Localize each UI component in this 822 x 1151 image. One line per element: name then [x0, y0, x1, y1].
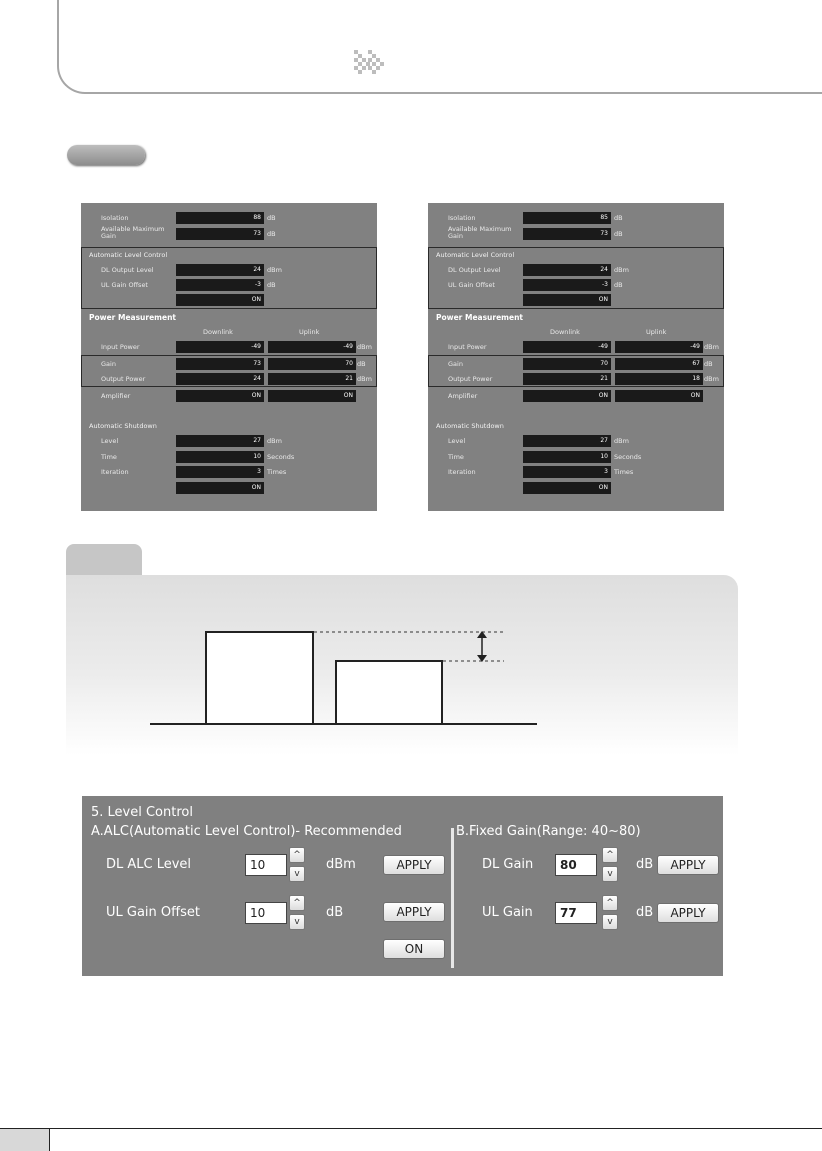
downlink-col: Downlink	[550, 328, 580, 336]
amp-ul: ON	[615, 390, 703, 402]
gain-ul: 67	[615, 358, 703, 370]
level-diagram	[140, 620, 550, 735]
input-ul: -49	[268, 341, 356, 353]
as-time-label: Time	[101, 453, 117, 461]
gain-dl: 73	[176, 358, 264, 370]
alc-section-title: A.ALC(Automatic Level Control)- Recommended	[91, 824, 402, 839]
as-level-value: 27	[176, 435, 264, 447]
input-dl: -49	[176, 341, 264, 353]
as-level-row	[428, 434, 724, 448]
ul-gain-input[interactable]: 77	[555, 902, 597, 924]
highlight-alc	[81, 247, 377, 309]
ul-offset-value: -3	[176, 279, 264, 291]
downlink-col: Downlink	[203, 328, 233, 336]
ul-offset-unit: dB	[614, 281, 623, 289]
as-iteration-value: 3	[523, 466, 611, 478]
isolation-label: Isolation	[101, 214, 129, 222]
ul-gain-up-button[interactable]: ^	[602, 895, 618, 911]
output-power-label: Output Power	[448, 375, 493, 383]
amg-row	[428, 227, 724, 241]
alc-header: Automatic Level Control	[436, 251, 515, 259]
as-level-unit: dBm	[614, 437, 629, 445]
output-dl: 24	[176, 373, 264, 385]
alc-state: ON	[523, 294, 611, 306]
dl-alc-label: DL ALC Level	[106, 857, 192, 872]
isolation-row	[428, 211, 724, 225]
dl-gain-down-button[interactable]: v	[602, 866, 618, 882]
amp-dl: ON	[523, 390, 611, 402]
dl-gain-up-button[interactable]: ^	[602, 847, 618, 863]
amg-unit: dB	[267, 230, 276, 238]
uplink-col: Uplink	[299, 328, 320, 336]
as-iteration-label: Iteration	[448, 468, 476, 476]
dl-gain-input[interactable]: 80	[555, 854, 597, 876]
dl-output-unit: dBm	[614, 266, 629, 274]
amg-label: Available Maximum Gain	[448, 225, 512, 240]
as-level-row	[81, 434, 377, 448]
input-power-row	[428, 340, 724, 354]
dl-output-label: DL Output Level	[448, 266, 501, 274]
as-level-unit: dBm	[267, 437, 282, 445]
level-control-panel	[82, 796, 723, 976]
alc-on-button[interactable]: ON	[383, 939, 445, 959]
as-state-row	[81, 481, 377, 495]
uplink-col: Uplink	[646, 328, 667, 336]
screen-after	[428, 203, 724, 511]
ul-offset-label: UL Gain Offset	[106, 905, 200, 920]
highlight-alc	[428, 247, 724, 309]
gain-ul: 70	[268, 358, 356, 370]
section-divider	[451, 828, 454, 968]
highlight-gain-output	[428, 355, 724, 387]
as-level-label: Level	[101, 437, 119, 445]
as-time-row	[81, 450, 377, 464]
as-time-value: 10	[523, 451, 611, 463]
input-power-row	[81, 340, 377, 354]
isolation-label: Isolation	[448, 214, 476, 222]
output-power-label: Output Power	[101, 375, 146, 383]
isolation-unit: dB	[267, 214, 276, 222]
double-chevron-icon	[354, 50, 390, 76]
dl-output-value: 24	[523, 264, 611, 276]
fixed-gain-section-title: B.Fixed Gain(Range: 40~80)	[456, 824, 641, 839]
dl-gain-apply-button[interactable]: APPLY	[657, 855, 719, 875]
amg-value: 73	[523, 228, 611, 240]
amg-value: 73	[176, 228, 264, 240]
input-dl: -49	[523, 341, 611, 353]
as-header: Automatic Shutdown	[436, 422, 504, 430]
isolation-unit: dB	[614, 214, 623, 222]
as-iteration-unit: Times	[267, 468, 287, 476]
screen-before	[81, 203, 377, 511]
header-frame	[57, 0, 822, 94]
ul-gain-unit: dB	[636, 905, 654, 920]
output-ul: 21	[268, 373, 356, 385]
ul-offset-label: UL Gain Offset	[101, 281, 148, 289]
as-time-label: Time	[448, 453, 464, 461]
pm-header: Power Measurement	[89, 313, 177, 322]
input-power-label: Input Power	[448, 343, 487, 351]
input-power-label: Input Power	[101, 343, 140, 351]
as-iteration-label: Iteration	[101, 468, 129, 476]
output-ul: 18	[615, 373, 703, 385]
ul-gain-label: UL Gain	[482, 905, 533, 920]
section-pill	[67, 145, 145, 165]
ul-gain-apply-button[interactable]: APPLY	[657, 903, 719, 923]
pm-header: Power Measurement	[436, 313, 524, 322]
gain-unit: dB	[704, 360, 713, 368]
dl-alc-input[interactable]: 10	[245, 854, 287, 876]
output-unit: dBm	[704, 375, 719, 383]
ul-level-block	[336, 661, 442, 724]
ul-offset-unit: dB	[326, 905, 344, 920]
gain-unit: dB	[357, 360, 366, 368]
ul-offset-input[interactable]: 10	[245, 902, 287, 924]
amplifier-label: Amplifier	[101, 392, 131, 400]
isolation-row	[81, 211, 377, 225]
ul-offset-down-button[interactable]: v	[289, 914, 305, 930]
amplifier-label: Amplifier	[448, 392, 478, 400]
as-iteration-value: 3	[176, 466, 264, 478]
as-iteration-row	[81, 465, 377, 479]
as-header: Automatic Shutdown	[89, 422, 157, 430]
alc-header: Automatic Level Control	[89, 251, 168, 259]
dl-alc-down-button[interactable]: v	[289, 866, 305, 882]
page-number-tab	[0, 1129, 50, 1151]
input-ul: -49	[615, 341, 703, 353]
ul-gain-down-button[interactable]: v	[602, 914, 618, 930]
amp-ul: ON	[268, 390, 356, 402]
highlight-gain-output	[81, 355, 377, 387]
ul-offset-up-button[interactable]: ^	[289, 895, 305, 911]
footer-rule	[0, 1128, 822, 1129]
isolation-value: 85	[523, 212, 611, 224]
amg-row	[81, 227, 377, 241]
as-state: ON	[523, 482, 611, 494]
dl-output-unit: dBm	[267, 266, 282, 274]
dl-level-block	[206, 632, 313, 724]
output-dl: 21	[523, 373, 611, 385]
input-unit: dBm	[357, 343, 372, 351]
section-tab	[66, 544, 142, 578]
ul-offset-label: UL Gain Offset	[448, 281, 495, 289]
as-state: ON	[176, 482, 264, 494]
isolation-value: 88	[176, 212, 264, 224]
alc-state: ON	[176, 294, 264, 306]
ul-offset-apply-button[interactable]: APPLY	[383, 902, 445, 922]
amp-dl: ON	[176, 390, 264, 402]
dl-gain-unit: dB	[636, 857, 654, 872]
ul-offset-unit: dB	[267, 281, 276, 289]
dl-gain-label: DL Gain	[482, 857, 534, 872]
as-time-value: 10	[176, 451, 264, 463]
dl-output-value: 24	[176, 264, 264, 276]
gain-dl: 70	[523, 358, 611, 370]
dl-output-label: DL Output Level	[101, 266, 154, 274]
input-unit: dBm	[704, 343, 719, 351]
as-level-label: Level	[448, 437, 466, 445]
amplifier-row	[428, 389, 724, 403]
ul-offset-value: -3	[523, 279, 611, 291]
gain-label: Gain	[101, 360, 116, 368]
as-time-unit: Seconds	[614, 453, 642, 461]
dl-alc-up-button[interactable]: ^	[289, 847, 305, 863]
as-iteration-unit: Times	[614, 468, 634, 476]
gain-label: Gain	[448, 360, 463, 368]
as-iteration-row	[428, 465, 724, 479]
amg-label: Available Maximum Gain	[101, 225, 165, 240]
amg-unit: dB	[614, 230, 623, 238]
dl-alc-unit: dBm	[326, 857, 356, 872]
as-time-unit: Seconds	[267, 453, 295, 461]
output-unit: dBm	[357, 375, 372, 383]
dl-alc-apply-button[interactable]: APPLY	[383, 855, 445, 875]
as-time-row	[428, 450, 724, 464]
amplifier-row	[81, 389, 377, 403]
as-level-value: 27	[523, 435, 611, 447]
as-state-row	[428, 481, 724, 495]
panel-title: 5. Level Control	[91, 805, 193, 820]
